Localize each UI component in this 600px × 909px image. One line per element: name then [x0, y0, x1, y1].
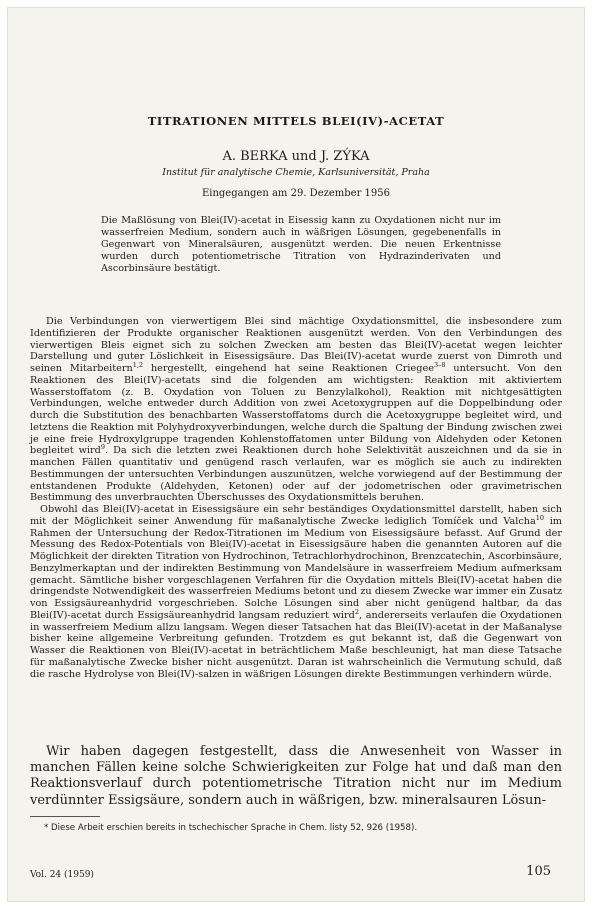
citation-ref: 2 — [354, 607, 359, 616]
page-number: 105 — [526, 864, 551, 879]
body-paragraph-large: Wir haben dagegen festgestellt, dass die Anwesenheit von Wasser in manchen Fällen keine solche Schwierigkeiten zur Folge hat und daß man den Reaktionsverlauf durch potentiometrische Titration nicht nur im Medium verdünnter Essigsäure, sondern auch in wäßrigen, bzw. mineralsauren Lösun- — [30, 744, 562, 808]
citation-ref: 10 — [535, 513, 545, 522]
footnote-divider — [30, 816, 100, 817]
author-affiliation: Institut für analytische Chemie, Karlsuniversität, Praha — [162, 167, 430, 178]
article-title: TITRATIONEN MITTELS BLEI(IV)-ACETAT — [147, 114, 445, 128]
citation-ref: 1,2 — [132, 360, 144, 369]
body-text-run: untersucht. Von den Reaktionen des Blei(IV)-acetats sind die folgenden am wichtigsten: Reaktion mit aktiviertem Wasserstoffatom (z. B. Oxydation von Toluen zu Benzylalkohol), Reaktion mit nichtgesättigten Verbindungen, welche entweder durch Addition von zwei Acetoxygruppen auf die Doppelbindung oder durch die Substitution des benachbarten Wasserstoffatoms durch die Acetoxygruppe begleitet wird, und letztens die Reaktion mit Polyhydroxyverbindungen, welche durch die Spaltung der Bindung zwischen zwei je eine freie Hydroxylgruppe tragenden Kohlenstoffatomen unter Bildung von Aldehyden oder Ketonen begleitet wird — [30, 363, 562, 457]
citation-ref: 9 — [100, 443, 105, 452]
abstract: Die Maßlösung von Blei(IV)-acetat in Eisessig kann zu Oxydationen nicht nur im wasserfreien Medium, sondern auch in wäßrigen Lösungen, gegebenenfalls in Gegenwart von Mineralsäuren, ausgenützt werden. Die neuen Erkentnisse wurden durch potentiometrische Titration von Hydrazinderivaten und Ascorbinsäure bestätigt. — [101, 215, 501, 274]
volume-label: Vol. 24 (1959) — [30, 870, 94, 880]
body-text-run: hergestellt, eingehend hat seine Reaktionen Criegee — [143, 363, 434, 374]
body-paragraph-1 — [30, 316, 562, 504]
body-text — [30, 316, 562, 680]
body-text-run: , andererseits verlaufen die Oxydationen in wasserfreiem Medium allzu langsam. Wegen dieser Tatsachen hat das Blei(IV)-acetat in der Maßanalyse bisher keine allgemeine Verbreitung gefunden. Trotzdem es gut bekannt ist, daß die Gegenwart von Wasser die Reaktionen von Blei(IV)-acetat in beträchtlichem Maße beschleunigt, hat man diese Tatsache für maßanalytische Zwecke bisher nicht ausgenützt. Daran ist wahrscheinlich die Vermutung schuld, daß die rasche Hydrolyse von Blei(IV)-salzen in wäßrigen Lösungen direkte Bestimmungen verhindern würde. — [30, 609, 562, 680]
body-text-run: . Da sich die letzten zwei Reaktionen durch hohe Selektivität auszeichnen und da sie in manchen Fällen quantitativ und genügend rasch verlaufen, war es möglich sie auch zu indirekten Bestimmungen der untersuchten Verbindungen auszunützen, welche vorwiegend auf der Bestimmung der entstandenen Produkte (Aldehyden, Ketonen) oder auf der jodometrischen oder gravimetrischen Bestimmung des unverbrauchten Überschusses des Oxydationsmittels beruhen. — [30, 445, 562, 504]
footnote: * Diese Arbeit erschien bereits in tschechischer Sprache in Chem. listy 52, 926 (1958). — [44, 823, 418, 833]
body-paragraph-2 — [30, 504, 562, 680]
body-text-run: Obwohl das Blei(IV)-acetat in Eisessigsäure ein sehr beständiges Oxydationsmittel darstellt, haben sich mit der Möglichkeit seiner Anwendung für maßanalytische Zwecke lediglich Tomíček und Valcha — [30, 504, 562, 527]
journal-page — [8, 8, 584, 901]
body-text-run: im Rahmen der Untersuchung der Redox-Titrationen im Medium von Eisessigsäure befasst. Auf Grund der Messung des Redox-Potentials von Blei(IV)-acetat in Eisessigsäure haben die genannten Autoren auf die Möglichkeit der direkten Titration von Hydrochinon, Tetrachlorhydrochinon, Brenzcatechin, Ascorbinsäure, Benzylmerkaptan und der indirekten Bestimmung von Mandelsäure in wasserfreiem Medium aufmerksam gemacht. Sämtliche bisher vorgeschlagenen Verfahren für die Oxydation mittels Blei(IV)-acetat haben die dringendste Notwendigkeit des wasserfreien Mediums betont und zu diesem Zwecke war immer ein Zusatz von Essigsäureanhydrid vorgeschrieben. Solche Lösungen sind aber nicht genügend haltbar, da das Blei(IV)-acetat durch Essigsäureanhydrid langsam reduziert wird — [30, 515, 562, 621]
received-date: Eingegangen am 29. Dezember 1956 — [201, 188, 391, 199]
article-authors: A. BERKA und J. ZÝKA — [222, 149, 370, 164]
body-text-run: Die Verbindungen von vierwertigem Blei sind mächtige Oxydationsmittel, die insbesondere zum Identifizieren der Produkte organischer Reaktionen ausgenützt werden. Von den Verbindungen des vierwertigen Bleis eignet sich zu solchen Zwecken am besten das Blei(IV)-acetat wegen leichter Darstellung und guter Löslichkeit in Eisessigsäure. Das Blei(IV)-acetat wurde zuerst von Dimroth und seinen Mitarbeitern — [30, 316, 562, 374]
citation-ref: 3–8 — [433, 360, 446, 369]
